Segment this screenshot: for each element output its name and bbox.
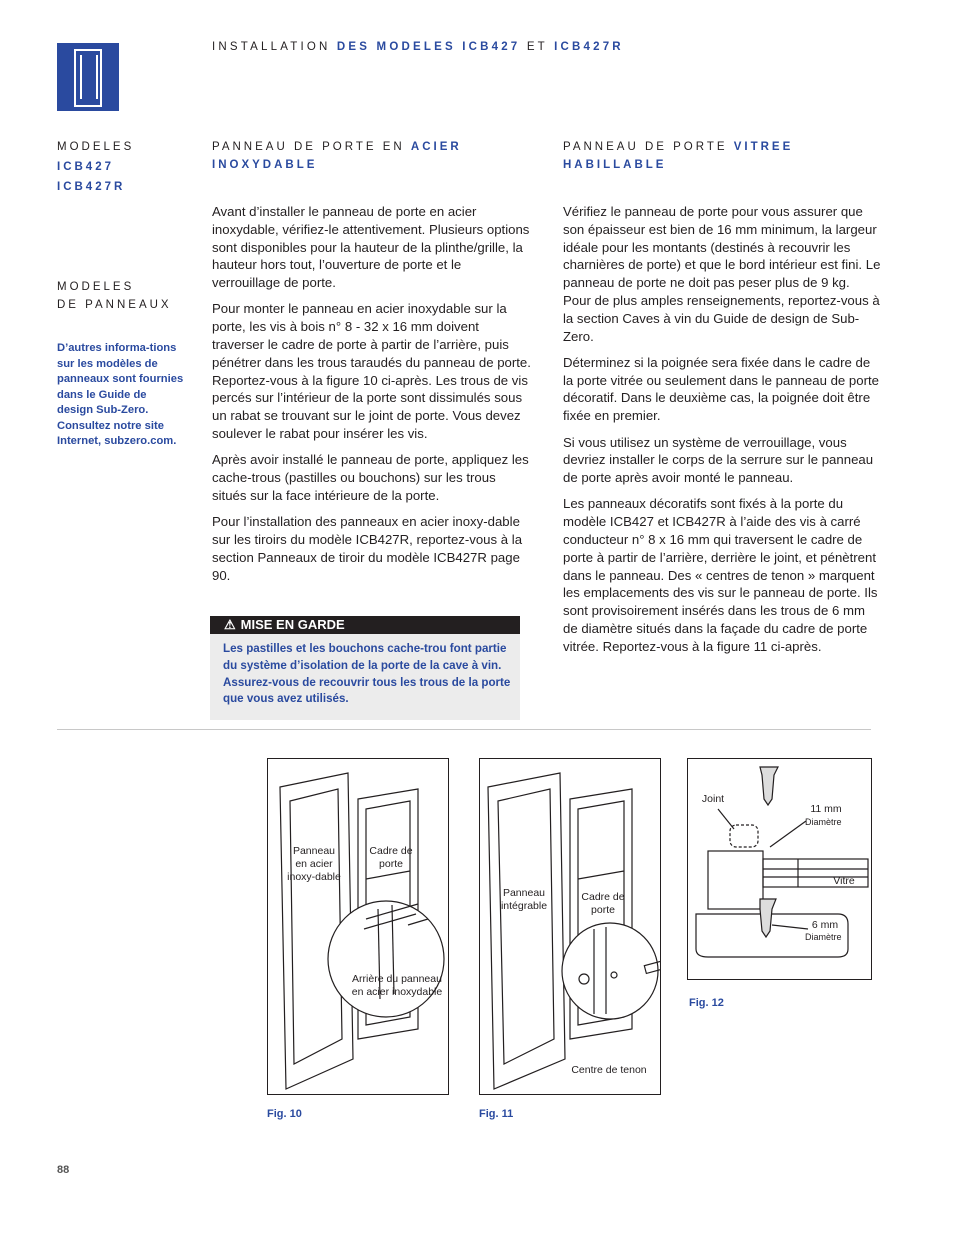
models-label: MODELES [57,141,135,153]
title-glass-plain: PANNEAU DE PORTE [563,141,728,153]
sidebar-note: D’autres informa-tions sur les modèles de panneaux sont fournies dans le Guide de design Sub-Zero. Consultez notre site Internet, subzero.com. [57,342,184,447]
section-divider [57,729,871,730]
fig10-label-back: Arrière du panneau en acier inoxydable [351,973,443,998]
section-title-stainless [212,138,512,174]
figure-12 [687,758,872,980]
section-title-glass [563,138,863,174]
warning-icon: ⚠ [224,617,236,632]
glass-body [563,203,881,664]
model-icb427: ICB427 [57,161,114,173]
warning-text: Les pastilles et les bouchons cache-trou font partie du système d’isolation de la porte de la cave à vin. Assurez-vous de recouvrir tous les trous de la porte que vous avez utilisés. [223,642,511,706]
header-part4: ICB427R [554,41,624,53]
fig12-label-vitre: Vitre [833,875,855,887]
warning-box [210,616,520,720]
fig10-label-frame: Cadre de porte [369,845,413,870]
title-glass-blue2: HABILLABLE [563,159,667,171]
figure-10 [267,758,449,1095]
fig12-label-diameter-1: Diamètre [805,817,842,827]
stainless-paragraph-4: Pour l’installation des panneaux en acier inoxy-dable sur les tiroirs du modèle ICB427R, reportez-vous à la section Panneaux de tiroir du modèle ICB427R page 90. [212,514,523,583]
glass-paragraph-3: Si vous utilisez un système de verrouillage, vous devriez installer le corps de la serrure sur le panneau de porte après avoir monté le panneau. [563,434,874,486]
glass-paragraph-2: Déterminez si la poignée sera fixée dans le cadre de la porte vitrée ou seulement dans le panneau de porte décoratif. Dans le deuxième cas, la poignée doit être fixée en premier. [563,354,879,424]
model-icb427r: ICB427R [57,181,126,193]
fig10-caption: Fig. 10 [267,1108,302,1120]
stainless-paragraph-2: Pour monter le panneau en acier inoxydable sur la porte, les vis à bois n° 8 - 32 x 16 mm doivent traverser le cadre de porte à partir de l’arrière, puis pénétrer dans les trous taraudés du panneau de porte. Reportez-vous à la figure 10 ci-après. Les trous de vis percés sur l’intérieur de la porte sont dissimulés sous un rabat se trouvant sur le joint de porte. Vous devez soulever le rabat pour insérer les vis. [212,301,531,442]
title-stainless-blue2: INOXYDABLE [212,159,318,171]
sub-zero-logo [57,43,119,111]
figure-11-drawing [480,759,660,1094]
fig12-label-diameter-2: Diamètre [805,932,842,942]
panel-models-line1: MODELES [57,281,135,293]
figure-12-drawing [688,759,871,979]
fig11-label-panel: Panneau intégrable [500,887,548,912]
header-part2: DES MODELES ICB427 [336,41,521,53]
stainless-paragraph-3: Après avoir installé le panneau de porte, appliquez les cache-trous (pastilles ou bouchons) sur les trous situés sur la face intérieure de la porte. [212,452,529,503]
warning-header [210,616,520,634]
title-glass-blue1: VITREE [733,141,794,153]
glass-paragraph-4: Les panneaux décoratifs sont fixés à la porte du modèle ICB427 et ICB427R à l’aide des vis à carré conducteur n° 8 x 16 mm qui traversent le cadre de porte à partir de l’arrière, derrière le joint, et pénètrent dans le panneau. Des « centres de tenon » marquent les emplacements des vis sur le panneau de porte. Ils sont provisoirement insérés dans les trous de 6 mm de diamètre situés dans la façade du cadre de porte vitrée. Reportez-vous à la figure 11 ci-après. [563,496,878,654]
stainless-paragraph-1: Avant d’installer le panneau de porte en acier inoxydable, vérifiez-le attentivement. Plusieurs options sont disponibles pour la hauteur de la plinthe/grille, la hauteur hors tout, l’ouverture de porte et le verrouillage de porte. [212,204,530,291]
fig12-label-11mm: 11 mm [810,803,842,815]
fig12-label-6mm: 6 mm [811,919,839,931]
models-section [57,138,134,196]
panel-models-section [57,278,172,314]
figure-11 [479,758,661,1095]
fig12-label-joint: Joint [701,793,725,805]
stainless-body [212,203,532,593]
wine-cabinet-icon [74,49,102,107]
figure-10-drawing [268,759,448,1094]
fig11-label-frame: Cadre de porte [581,891,625,916]
header-part3: ET [526,41,548,53]
page-number: 88 [57,1164,70,1176]
header-part1: INSTALLATION [212,41,331,53]
page-header [212,41,624,53]
title-stainless-plain: PANNEAU DE PORTE EN [212,141,405,153]
fig11-caption: Fig. 11 [479,1108,514,1120]
fig11-label-tenon: Centre de tenon [571,1064,647,1076]
fig10-label-panel: Panneau en acier inoxy-dable [287,845,341,883]
warning-title: MISE EN GARDE [240,617,345,632]
title-stainless-blue1: ACIER [410,141,462,153]
panel-models-line2: DE PANNEAUX [57,299,172,311]
glass-paragraph-1: Vérifiez le panneau de porte pour vous assurer que son épaisseur est bien de 16 mm minimum, la largeur idéale pour les montants (destinés à recouvrir les charnières de porte) et que le bord intérieur est fini. Le panneau de porte ne doit pas peser plus de 9 kg. Pour de plus amples renseignements, reportez-vous à la section Caves à vin du Guide de design de Sub-Zero. [563,204,881,344]
fig12-caption: Fig. 12 [689,997,724,1009]
